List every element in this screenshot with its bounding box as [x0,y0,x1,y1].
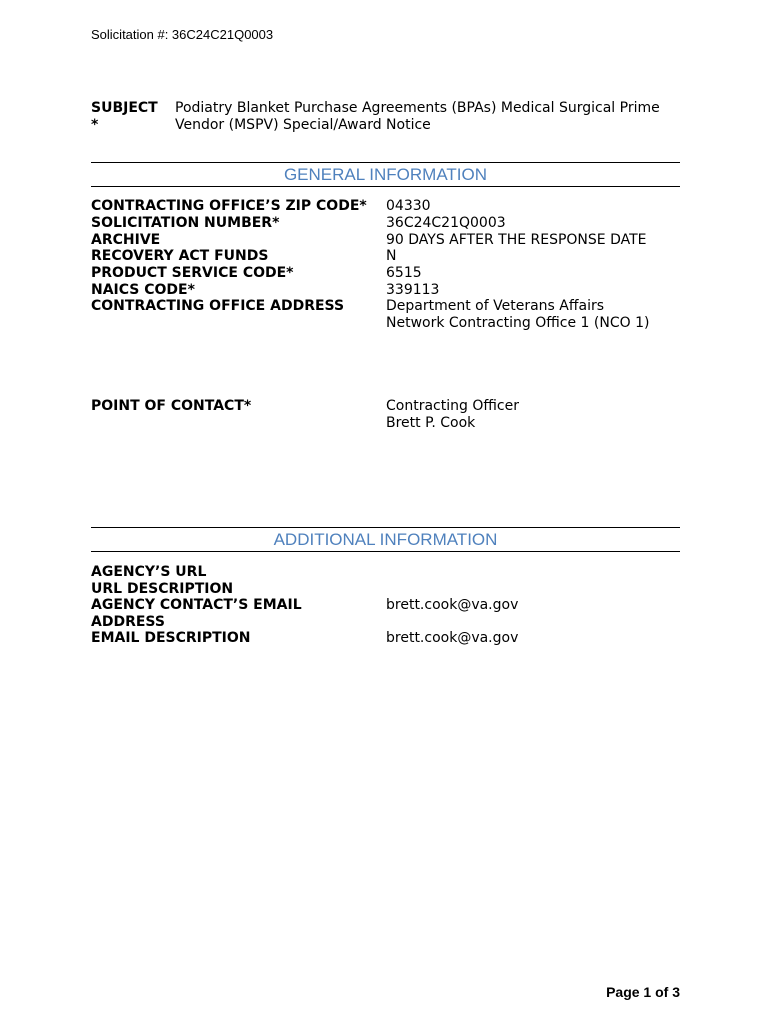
address-line-1: Department of Veterans Affairs [386,298,605,314]
subject-text: Podiatry Blanket Purchase Agreements (BPAs) Medical Surgical Prime Vendor (MSPV) Special/Award Notice [175,100,660,133]
product-service-code-value: 6515 [386,265,422,281]
page-header: Solicitation #: 36C24C21Q0003 [91,27,274,42]
contact-name: Brett P. Cook [386,415,476,431]
agency-contact-email-label: AGENCY CONTACT’S EMAIL ADDRESS [91,597,302,630]
zip-code-value: 04330 [386,198,431,214]
solicitation-number-value: 36C24C21Q0003 [386,215,506,231]
naics-code-label: NAICS CODE* [91,282,195,298]
email-description-value: brett.cook@va.gov [386,630,519,646]
contact-title: Contracting Officer [386,398,519,414]
additional-information-header: ADDITIONAL INFORMATION [91,527,680,552]
zip-code-label: CONTRACTING OFFICE’S ZIP CODE* [91,198,367,214]
recovery-act-funds-value: N [386,248,397,264]
contracting-office-address-label: CONTRACTING OFFICE ADDRESS [91,298,345,314]
point-of-contact-label: POINT OF CONTACT* [91,398,252,414]
naics-code-value: 339113 [386,282,440,298]
page-number: Page 1 of 3 [606,984,680,1000]
archive-label: ARCHIVE [91,232,161,248]
agency-url-label: AGENCY’S URL [91,564,207,580]
address-line-2: Network Contracting Office 1 (NCO 1) [386,315,650,331]
email-description-label: EMAIL DESCRIPTION [91,630,251,646]
general-information-header: GENERAL INFORMATION [91,162,680,187]
product-service-code-label: PRODUCT SERVICE CODE* [91,265,294,281]
subject-label: SUBJECT * [91,100,158,133]
solicitation-number-label: SOLICITATION NUMBER* [91,215,280,231]
contracting-office-address-value [386,298,681,332]
point-of-contact-value [386,398,681,432]
recovery-act-funds-label: RECOVERY ACT FUNDS [91,248,269,264]
url-description-label: URL DESCRIPTION [91,581,234,597]
archive-value: 90 DAYS AFTER THE RESPONSE DATE [386,232,647,248]
agency-contact-email-value: brett.cook@va.gov [386,597,519,613]
